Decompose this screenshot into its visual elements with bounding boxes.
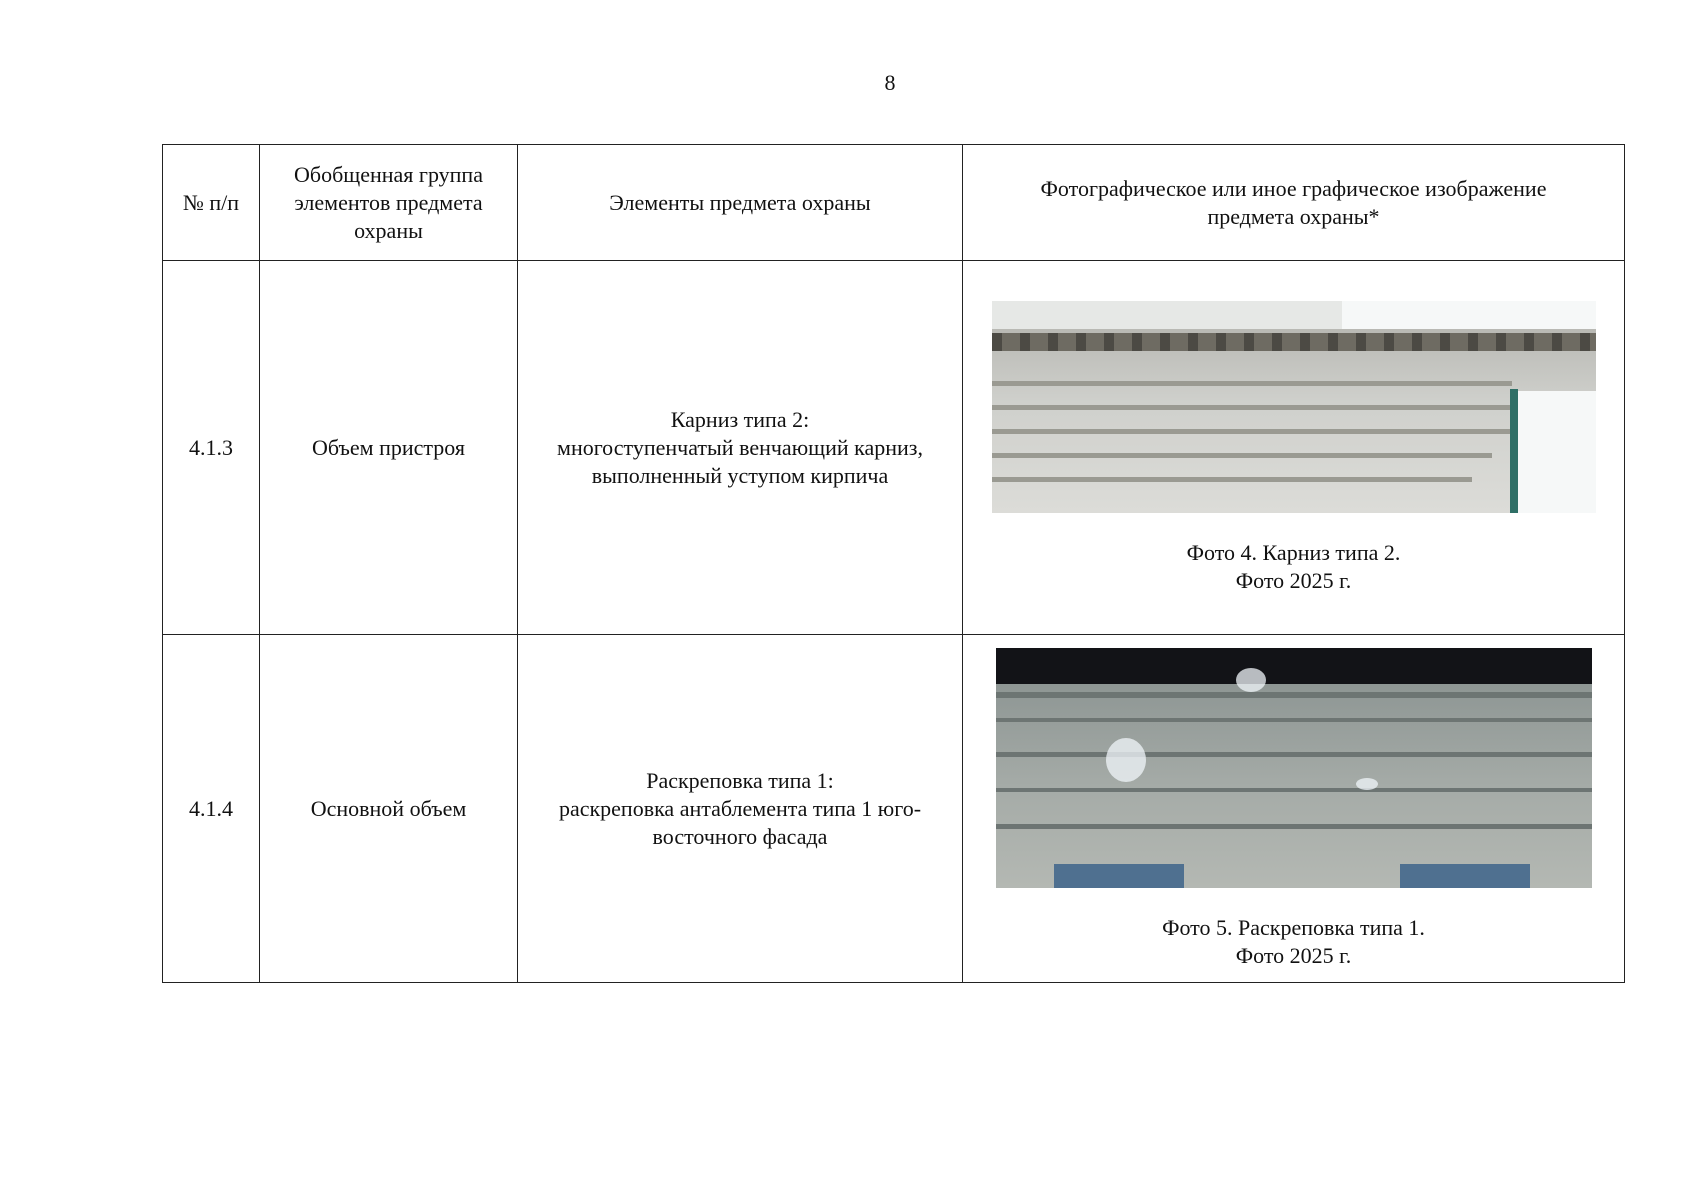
row-group: Объем пристроя (260, 261, 518, 635)
header-elements: Элементы предмета охраны (518, 145, 963, 261)
row-number: 4.1.4 (163, 635, 260, 983)
row-group: Основной объем (260, 635, 518, 983)
photo-caption-line: Фото 5. Раскреповка типа 1. (1162, 914, 1425, 940)
row-number: 4.1.3 (163, 261, 260, 635)
row-image-cell (963, 261, 1625, 635)
header-number: № п/п (163, 145, 260, 261)
photo-cornice-type-2 (992, 301, 1596, 513)
header-image: Фотографическое или иное графическое изображение предмета охраны* (963, 145, 1625, 261)
photo-caption-line: Фото 4. Карниз типа 2. (1186, 539, 1401, 565)
photo-entablature-type-1 (996, 648, 1592, 888)
page-number: 8 (884, 70, 896, 95)
photo-caption-line: Фото 2025 г. (1235, 942, 1352, 968)
row-elements: Карниз типа 2: многоступенчатый венчающий карниз, выполненный уступом кирпича (518, 261, 963, 635)
table-header-row (163, 145, 1625, 261)
photo-caption-line: Фото 2025 г. (1235, 567, 1352, 593)
header-group: Обобщенная группа элементов предмета охраны (260, 145, 518, 261)
table-row (163, 635, 1625, 983)
table-row (163, 261, 1625, 635)
row-elements: Раскреповка типа 1: раскреповка антаблемента типа 1 юго- восточного фасада (518, 635, 963, 983)
row-image-cell (963, 635, 1625, 983)
protection-table (162, 144, 1625, 983)
